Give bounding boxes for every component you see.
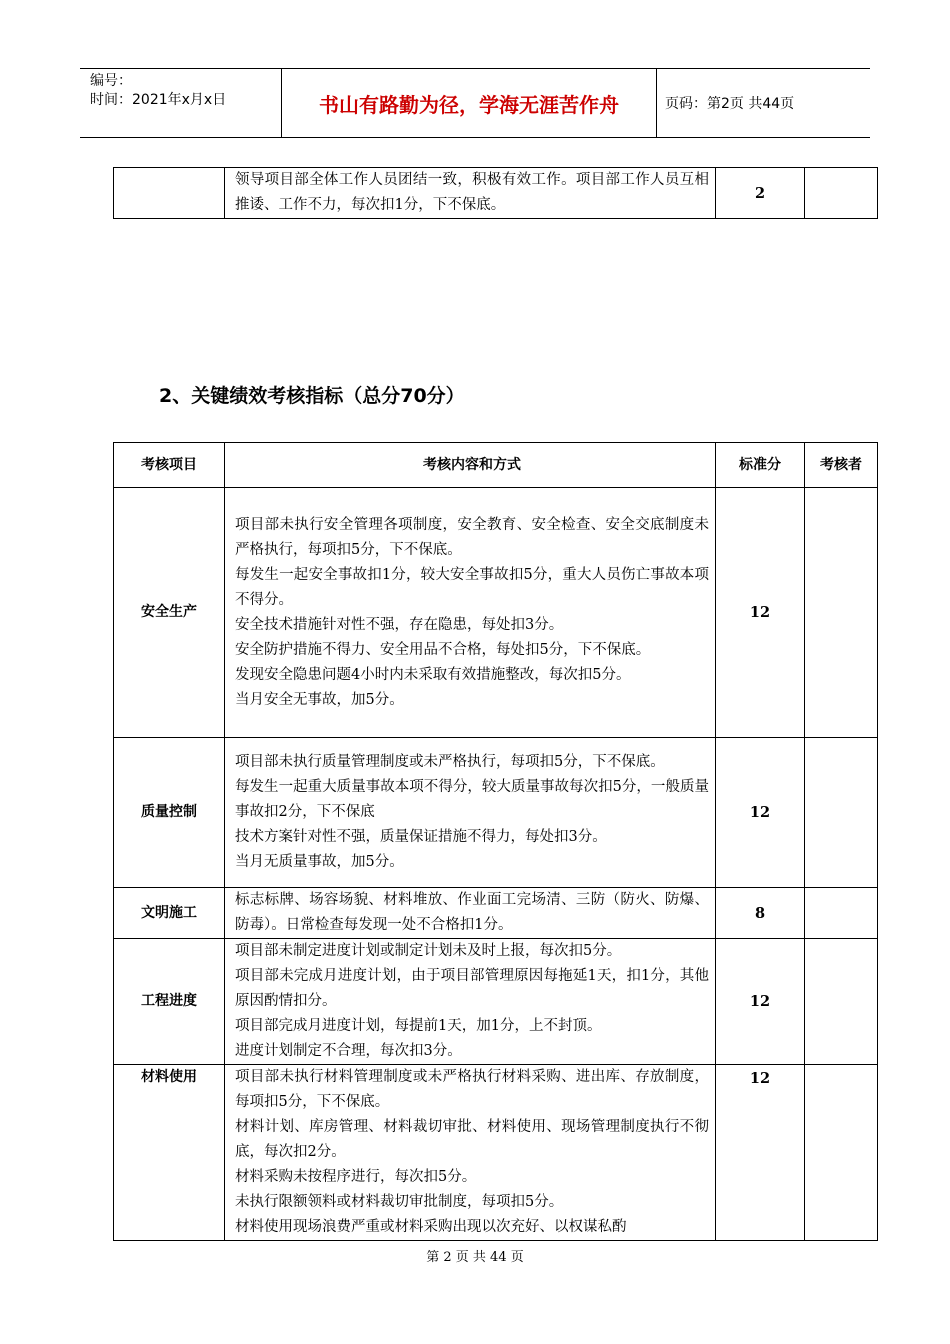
item-cell: 材料使用: [114, 1065, 225, 1241]
table-header-row: [114, 443, 878, 488]
content-line: 发现安全隐患问题4小时内未采取有效措施整改，每次扣5分。: [235, 666, 631, 683]
header-content: 考核内容和方式: [225, 443, 716, 488]
page-header: [80, 68, 870, 138]
header-item: 考核项目: [114, 443, 225, 488]
content-line: 未执行限额领料或材料裁切审批制度，每项扣5分。: [235, 1194, 564, 1210]
time-label: 时间：2021年x月x日: [90, 92, 227, 108]
content-line: 安全技术措施针对性不强，存在隐患，每处扣3分。: [235, 616, 564, 633]
item-cell: 文明施工: [114, 888, 225, 939]
header-page-label: 页码：第2页 共44页: [665, 96, 795, 112]
page-footer: 第 2 页 共 44 页: [426, 1250, 524, 1265]
continued-table: [113, 167, 878, 219]
table-row: [114, 1065, 878, 1241]
content-line: 项目部完成月进度计划，每提前1天，加1分，上不封顶。: [235, 1018, 602, 1034]
item-cell: [114, 168, 225, 219]
assessor-cell: [805, 488, 878, 738]
score-cell: 12: [716, 488, 805, 738]
content-line: 安全防护措施不得力、安全用品不合格，每处扣5分，下不保底。: [235, 641, 651, 658]
content-line: 每发生一起重大质量事故本项不得分，较大质量事故每次扣5分，一般质量事故扣2分，下不保底: [235, 779, 709, 820]
assessor-cell: [805, 939, 878, 1065]
assessor-cell: [805, 888, 878, 939]
item-cell: 工程进度: [114, 939, 225, 1065]
kpi-table: [113, 442, 878, 1241]
content-cell: [225, 738, 716, 888]
header-assessor: 考核者: [805, 443, 878, 488]
score-cell: 2: [716, 168, 805, 219]
content-line: 当月无质量事故，加5分。: [235, 854, 404, 870]
content-line: 项目部未执行安全管理各项制度，安全教育、安全检查、安全交底制度未严格执行，每项扣5分，下不保底。: [235, 516, 709, 558]
header-meta: [80, 69, 282, 137]
content-line: 项目部未执行质量管理制度或未严格执行，每项扣5分，下不保底。: [235, 754, 665, 770]
content-line: 项目部未执行材料管理制度或未严格执行材料采购、进出库、存放制度，每项扣5分，下不保底。: [235, 1069, 709, 1110]
content-line: 材料计划、库房管理、材料裁切审批、材料使用、现场管理制度执行不彻底，每次扣2分。: [235, 1119, 709, 1160]
content-cell: [225, 888, 716, 939]
content-line: 进度计划制定不合理，每次扣3分。: [235, 1043, 462, 1059]
number-label: 编号：: [90, 73, 132, 89]
table-row: [114, 488, 878, 738]
item-cell: 安全生产: [114, 488, 225, 738]
table-row: [114, 168, 878, 219]
table-row: [114, 939, 878, 1065]
content-line: 材料采购未按程序进行，每次扣5分。: [235, 1169, 477, 1185]
item-cell: 质量控制: [114, 738, 225, 888]
content-line: 当月安全无事故，加5分。: [235, 691, 404, 708]
content-cell: [225, 939, 716, 1065]
table-row: [114, 888, 878, 939]
assessor-cell: [805, 738, 878, 888]
content-line: 标志标牌、场容场貌、材料堆放、作业面工完场清、三防（防火、防爆、防毒）。日常检查每发现一处不合格扣1分。: [235, 892, 709, 933]
content-line: 技术方案针对性不强，质量保证措施不得力，每处扣3分。: [235, 829, 607, 845]
content-line: 领导项目部全体工作人员团结一致，积极有效工作。项目部工作人员互相推诿、工作不力，每次扣1分，下不保底。: [235, 172, 709, 213]
content-line: 项目部未制定进度计划或制定计划未及时上报，每次扣5分。: [235, 943, 622, 959]
header-score: 标准分: [716, 443, 805, 488]
content-line: 材料使用现场浪费严重或材料采购出现以次充好、以权谋私酌: [235, 1219, 627, 1235]
content-cell: [225, 1065, 716, 1241]
content-cell: [225, 488, 716, 738]
content-line: 项目部未完成月进度计划，由于项目部管理原因每拖延1天，扣1分，其他原因酌情扣分。: [235, 968, 709, 1009]
content-line: 每发生一起安全事故扣1分，较大安全事故扣5分，重大人员伤亡事故本项不得分。: [235, 566, 709, 608]
assessor-cell: [805, 1065, 878, 1241]
section-title: 2、关键绩效考核指标（总分70分）: [159, 385, 465, 407]
content-cell: [225, 168, 716, 219]
header-motto: 书山有路勤为径，学海无涯苦作舟: [282, 69, 657, 137]
score-cell: 12: [716, 1065, 805, 1241]
score-cell: 12: [716, 939, 805, 1065]
score-cell: 12: [716, 738, 805, 888]
assessor-cell: [805, 168, 878, 219]
score-cell: 8: [716, 888, 805, 939]
table-row: [114, 738, 878, 888]
